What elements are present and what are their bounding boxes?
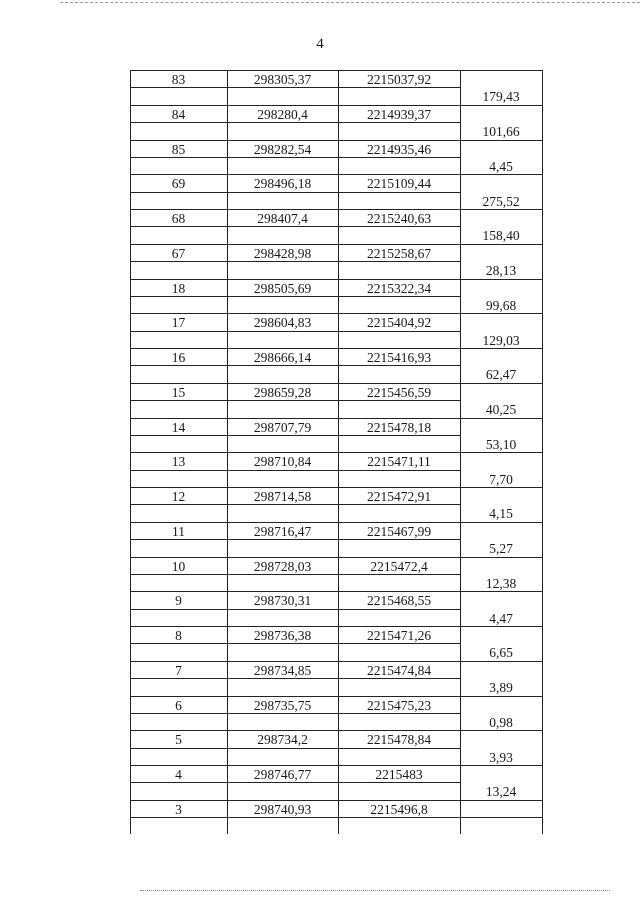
segment-length: 12,38: [485, 575, 517, 591]
x-coordinate: 298728,03: [253, 558, 312, 574]
bottom-border-rule: [140, 890, 610, 892]
segment-length: 40,25: [485, 402, 517, 418]
row-divider: [130, 331, 460, 332]
y-coordinate: 2215483: [375, 767, 423, 782]
row-divider: [130, 296, 460, 297]
distance-divider: [460, 348, 542, 349]
distance-divider: [460, 626, 542, 627]
distance-divider: [460, 279, 542, 280]
distance-divider: [460, 174, 542, 175]
row-divider: [130, 261, 460, 262]
point-number: 3: [175, 801, 182, 817]
segment-length: 4,47: [489, 610, 513, 626]
segment-length: 13,24: [485, 784, 517, 800]
distance-divider: [460, 313, 542, 314]
page-number: 4: [316, 36, 324, 52]
point-number: 11: [172, 523, 185, 539]
point-number: 85: [171, 141, 186, 157]
distance-divider: [460, 105, 542, 106]
row-divider: [130, 713, 460, 714]
row-divider: [130, 122, 460, 123]
y-coordinate: 2215472,4: [370, 558, 428, 574]
segment-length: 101,66: [482, 124, 520, 140]
x-coordinate: 298428,98: [253, 245, 312, 261]
segment-length: 5,27: [489, 541, 513, 557]
row-divider: [130, 643, 460, 644]
segment-length: 6,65: [489, 645, 513, 661]
row-divider: [130, 678, 460, 679]
point-number: 67: [171, 245, 186, 261]
x-coordinate: 298496,18: [253, 176, 312, 192]
table-border-right: [542, 70, 543, 834]
row-divider: [130, 574, 460, 575]
distance-divider: [460, 591, 542, 592]
row-divider: [130, 365, 460, 366]
segment-length: 179,43: [482, 89, 520, 105]
y-coordinate: 2215416,93: [366, 350, 432, 365]
y-coordinate: 2215404,92: [366, 315, 432, 331]
distance-divider: [460, 730, 542, 731]
x-coordinate: 298736,38: [253, 628, 312, 643]
x-coordinate: 298746,77: [253, 767, 312, 782]
x-coordinate: 298710,84: [253, 454, 312, 470]
x-coordinate: 298666,14: [253, 350, 312, 365]
segment-length: 4,15: [489, 506, 513, 522]
top-border-rule: [60, 2, 640, 4]
y-coordinate: 2215471,26: [366, 628, 432, 643]
point-number: 69: [171, 176, 186, 192]
y-coordinate: 2215472,91: [366, 489, 432, 504]
segment-length: 4,45: [489, 158, 513, 174]
segment-length: 129,03: [482, 332, 520, 348]
x-coordinate: 298714,58: [253, 489, 312, 504]
segment-length: 3,93: [489, 749, 513, 765]
row-divider: [130, 87, 460, 88]
table-border-top: [460, 70, 542, 71]
row-divider: [130, 192, 460, 193]
y-coordinate: 2215109,44: [366, 176, 432, 192]
x-coordinate: 298282,54: [253, 141, 312, 157]
y-coordinate: 2215496,8: [370, 801, 428, 817]
distance-divider: [460, 452, 542, 453]
row-divider: [130, 782, 460, 783]
segment-length: 275,52: [482, 193, 520, 209]
y-coordinate: 2215456,59: [366, 384, 432, 400]
point-number: 8: [175, 628, 182, 643]
distance-divider: [460, 696, 542, 697]
segment-length: 28,13: [485, 263, 517, 279]
y-coordinate: 2215467,99: [366, 523, 432, 539]
point-number: 84: [171, 106, 186, 122]
point-number: 6: [175, 697, 182, 713]
distance-divider: [460, 800, 542, 801]
point-number: 15: [171, 384, 186, 400]
distance-divider: [460, 140, 542, 141]
point-number: 17: [171, 315, 186, 331]
x-coordinate: 298740,93: [253, 801, 312, 817]
x-coordinate: 298734,2: [257, 732, 308, 748]
segment-length: 53,10: [485, 436, 517, 452]
point-number: 16: [171, 350, 186, 365]
y-coordinate: 2215468,55: [366, 593, 432, 609]
y-coordinate: 2215240,63: [366, 211, 432, 226]
segment-length: 99,68: [485, 297, 517, 313]
point-number: 14: [171, 419, 186, 435]
distance-divider: [460, 209, 542, 210]
x-coordinate: 298505,69: [253, 280, 312, 296]
distance-divider: [460, 383, 542, 384]
y-coordinate: 2215474,84: [366, 662, 432, 678]
x-coordinate: 298716,47: [253, 523, 312, 539]
x-coordinate: 298604,83: [253, 315, 312, 331]
row-divider: [130, 470, 460, 471]
distance-divider: [460, 522, 542, 523]
y-coordinate: 2215258,67: [366, 245, 432, 261]
x-coordinate: 298707,79: [253, 419, 312, 435]
x-coordinate: 298735,75: [253, 697, 312, 713]
x-coordinate: 298730,31: [253, 593, 312, 609]
distance-divider: [460, 661, 542, 662]
row-divider: [130, 157, 460, 158]
segment-length: 158,40: [482, 228, 520, 244]
y-coordinate: 2215037,92: [366, 72, 432, 87]
point-number: 68: [171, 211, 186, 226]
table-border-bottom: [130, 817, 542, 818]
row-divider: [130, 400, 460, 401]
segment-length: 3,89: [489, 680, 513, 696]
x-coordinate: 298659,28: [253, 384, 312, 400]
point-number: 12: [171, 489, 186, 504]
row-divider: [130, 504, 460, 505]
segment-length: 0,98: [489, 714, 513, 730]
row-divider: [130, 539, 460, 540]
point-number: 10: [171, 558, 186, 574]
x-coordinate: 298407,4: [257, 211, 308, 226]
y-coordinate: 2214939,37: [366, 106, 432, 122]
y-coordinate: 2215322,34: [366, 280, 432, 296]
coordinates-table: [130, 70, 542, 834]
y-coordinate: 2215471,11: [367, 454, 431, 470]
x-coordinate: 298734,85: [253, 662, 312, 678]
row-divider: [130, 435, 460, 436]
distance-divider: [460, 487, 542, 488]
x-coordinate: 298280,4: [257, 106, 308, 122]
point-number: 83: [171, 72, 186, 87]
distance-divider: [460, 557, 542, 558]
y-coordinate: 2215475,23: [366, 697, 432, 713]
point-number: 4: [175, 767, 182, 782]
segment-length: 62,47: [485, 367, 517, 383]
y-coordinate: 2215478,84: [366, 732, 432, 748]
point-number: 5: [175, 732, 182, 748]
row-divider: [130, 748, 460, 749]
distance-divider: [460, 765, 542, 766]
point-number: 18: [171, 280, 186, 296]
point-number: 13: [171, 454, 186, 470]
y-coordinate: 2215478,18: [366, 419, 432, 435]
distance-divider: [460, 244, 542, 245]
point-number: 7: [175, 662, 182, 678]
point-number: 9: [175, 593, 182, 609]
y-coordinate: 2214935,46: [366, 141, 432, 157]
row-divider: [130, 609, 460, 610]
segment-length: 7,70: [489, 471, 513, 487]
row-divider: [130, 226, 460, 227]
distance-divider: [460, 418, 542, 419]
x-coordinate: 298305,37: [253, 72, 312, 87]
